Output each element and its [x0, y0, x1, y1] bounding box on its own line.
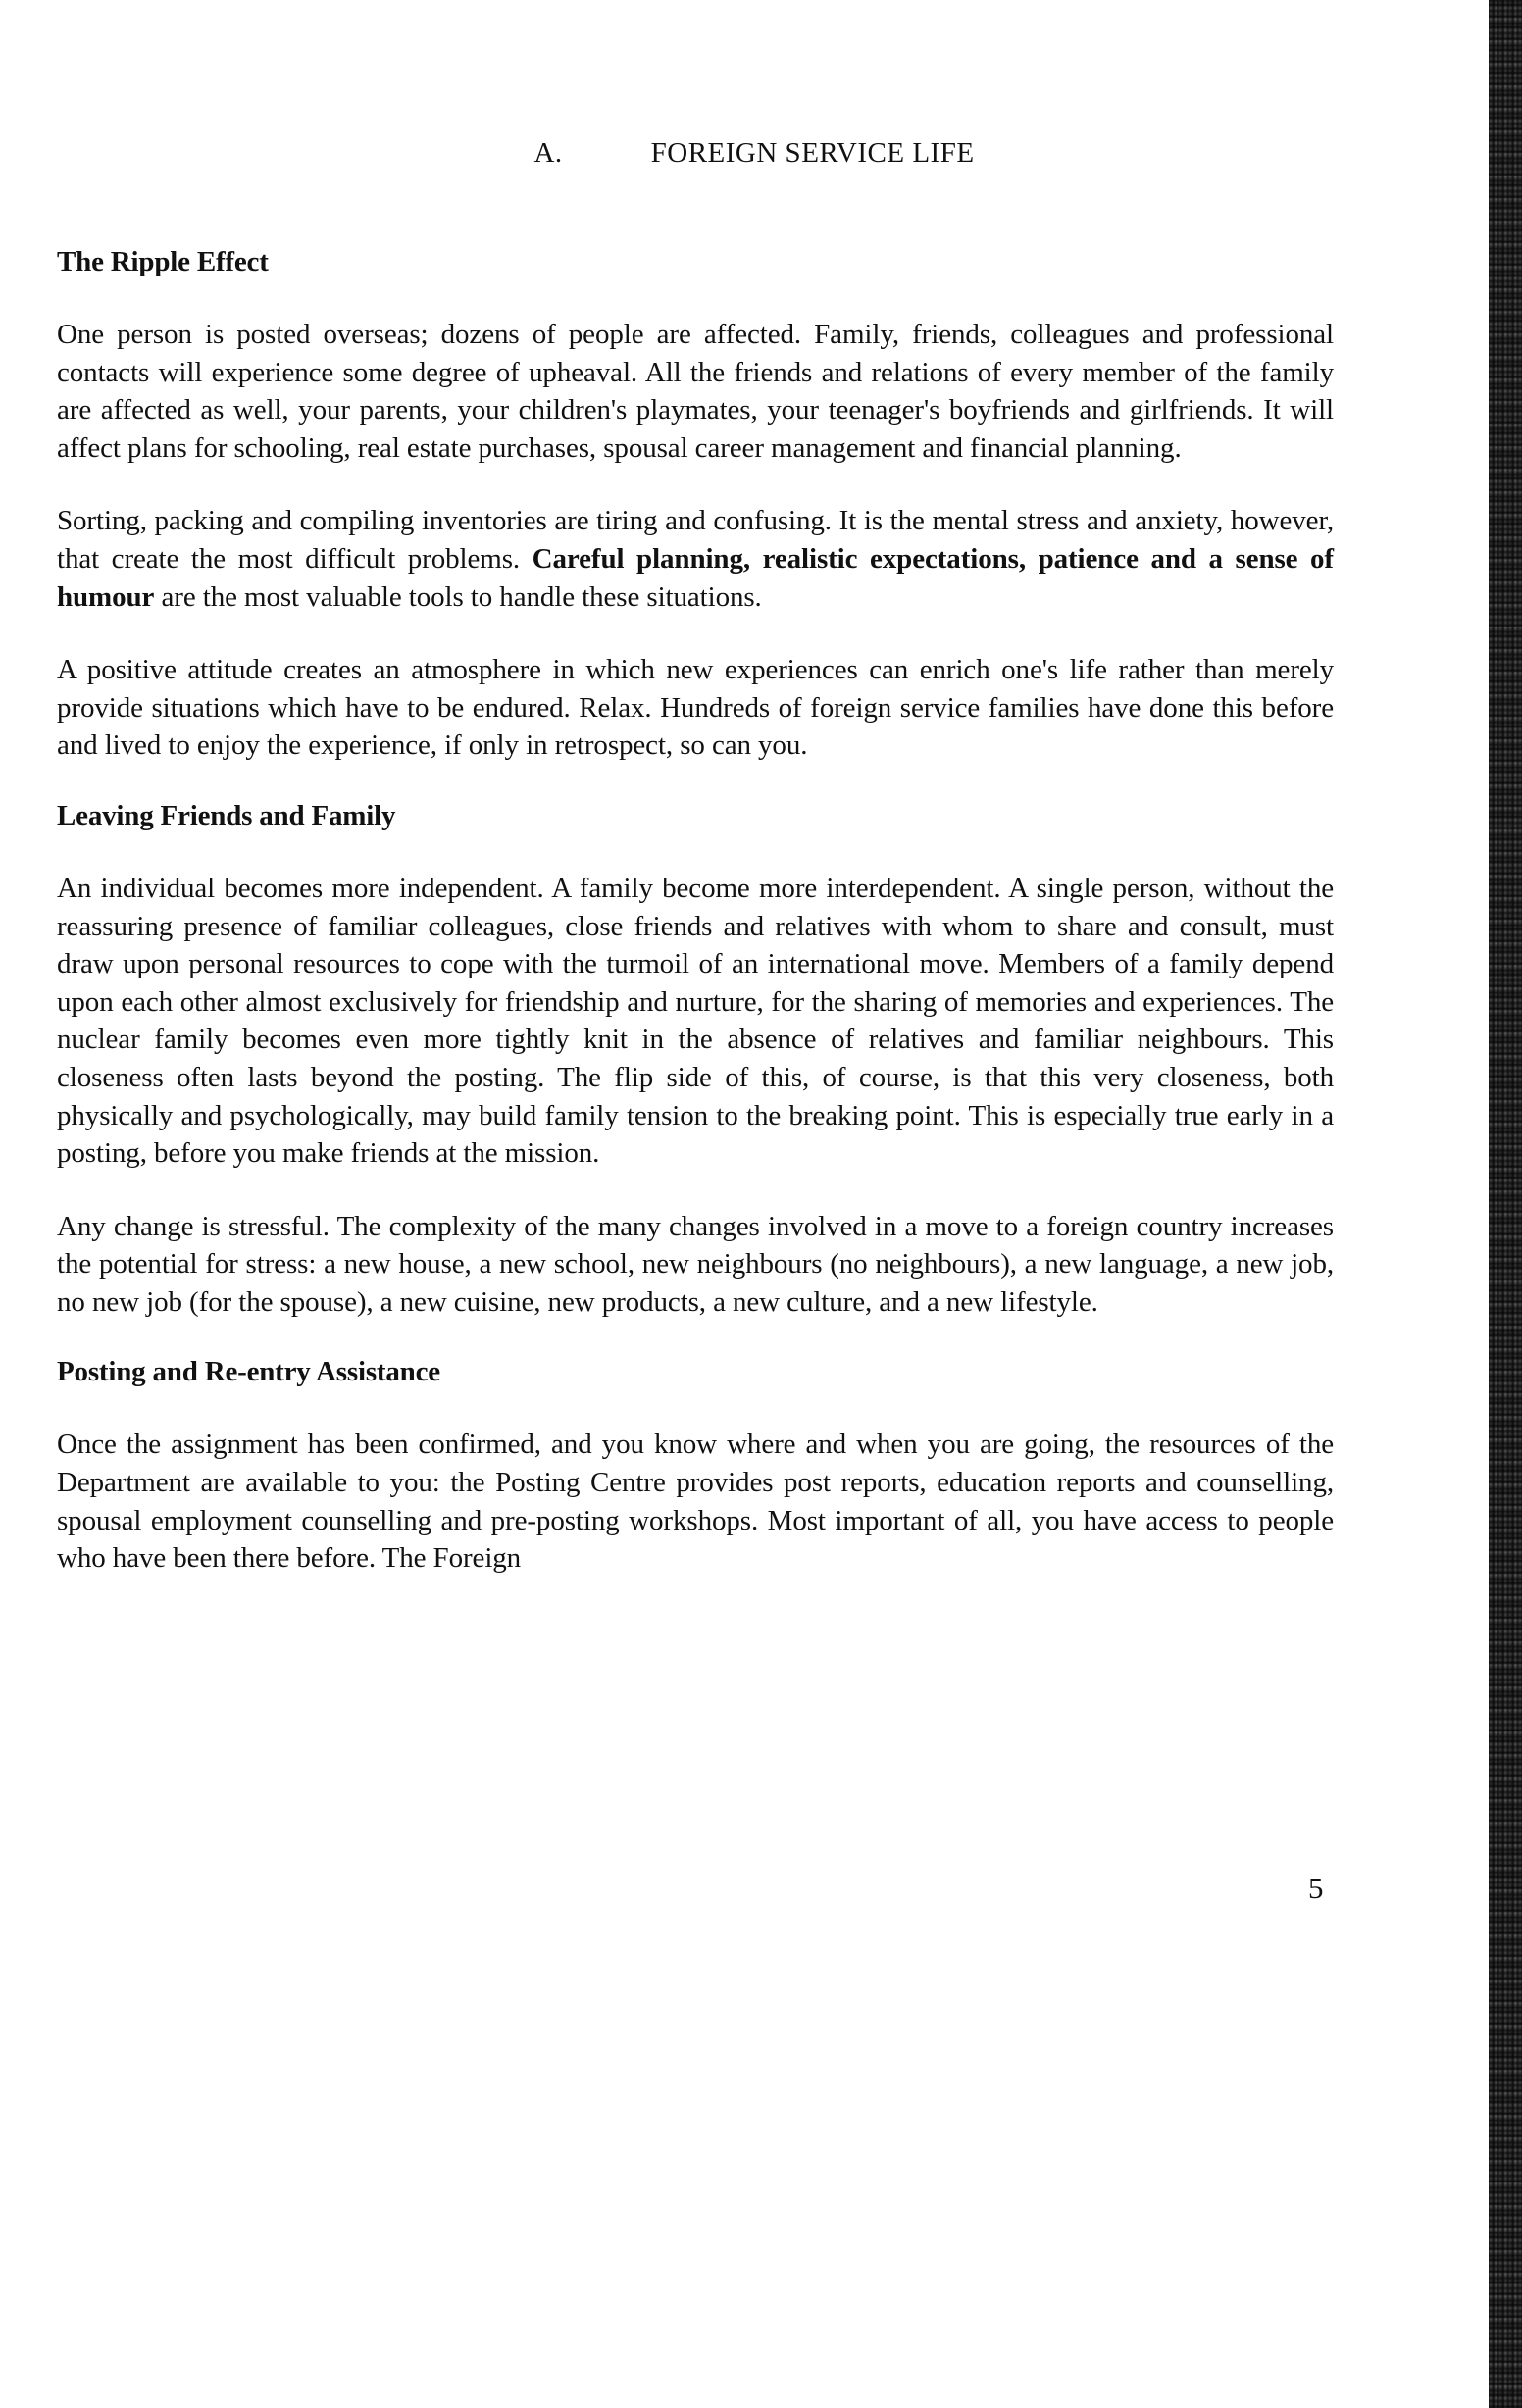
paragraph-ripple-2: [57, 502, 1334, 616]
paragraph-leaving-2: Any change is stressful. The complexity of the many changes involved in a move to a foreign country increases the potential for stress: a new house, a new school, new neighbours (no neighbours), a new language, a new job, no new job (for the spouse), a new cuisine, new products, a new culture, and a new lifestyle.: [57, 1210, 1334, 1318]
paragraph-leaving-1: An individual becomes more independent. A family become more interdependent. A single person, without the reassuring presence of familiar colleagues, close friends and relatives with whom to share and consult, must draw upon personal resources to cope with the turmoil of an international move. Members of a family depend upon each other almost exclusively for friendship and nurture, for the sharing of memories and experiences. The nuclear family becomes even more tightly knit in the absence of relatives and familiar neighbours. This closeness often lasts beyond the posting. The flip side of this, of course, is that this very closeness, both physically and psychologically, may build family tension to the breaking point. This is especially true early in a posting, before you make friends at the mission.: [57, 872, 1334, 1170]
scan-edge-border: [1489, 0, 1522, 2408]
paragraph-ripple-1: One person is posted overseas; dozens of people are affected. Family, friends, colleagues and professional contacts will experience some degree of upheaval. All the friends and relations of every member of the family are affected as well, your parents, your children's playmates, your teenager's boyfriends and girlfriends. It will affect plans for schooling, real estate purchases, spousal career management and financial planning.: [57, 319, 1334, 464]
heading-posting-assistance: Posting and Re-entry Assistance: [57, 1356, 440, 1388]
paragraph-posting-1: Once the assignment has been confirmed, and you know where and when you are going, the resources of the Department are available to you: the Posting Centre provides post reports, education reports and counselling, spousal employment counselling and pre-posting workshops. Most important of all, you have access to people who have been there before. The Foreign: [57, 1429, 1334, 1575]
heading-ripple-effect: The Ripple Effect: [57, 246, 269, 277]
section-title-text: FOREIGN SERVICE LIFE: [650, 137, 975, 169]
section-title: [57, 137, 1334, 170]
heading-leaving-friends: Leaving Friends and Family: [57, 799, 396, 831]
page-number: 5: [1308, 1871, 1324, 1905]
paragraph-ripple-2-start: Sorting, packing and compiling inventories are tiring and confusing. It is the mental stress and anxiety, however, that create the most difficult problems.: [57, 505, 1334, 575]
paragraph-ripple-3: A positive attitude creates an atmosphere in which new experiences can enrich one's life rather than merely provide situations which have to be endured. Relax. Hundreds of foreign service families have done this before and lived to enjoy the experience, if only in retrospect, so can you.: [57, 654, 1334, 762]
page-content: [57, 137, 1334, 1613]
paragraph-ripple-2-end: are the most valuable tools to handle these situations.: [161, 580, 762, 613]
section-letter: A.: [533, 137, 563, 169]
paragraph-ripple-2-emphasis: Careful planning, realistic expectations, patience and a sense of humour: [57, 542, 1334, 613]
